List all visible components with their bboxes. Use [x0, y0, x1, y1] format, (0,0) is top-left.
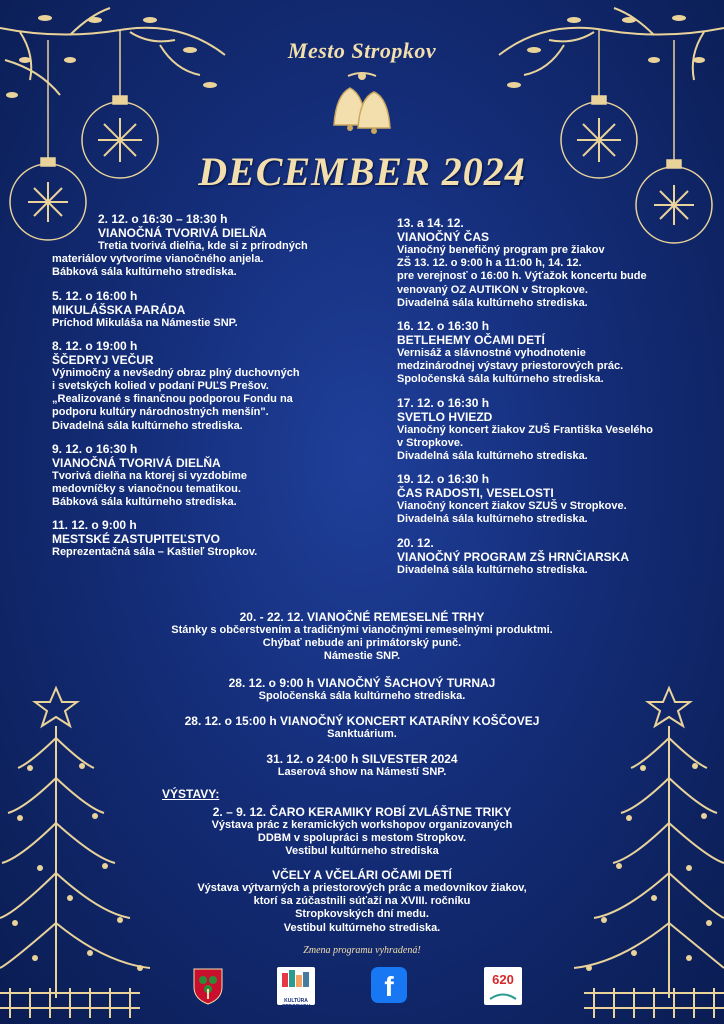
- event-line: Bábková sála kultúrneho strediska.: [52, 496, 237, 509]
- event-line: Tretia tvorivá dielňa, kde si z prírodných: [98, 240, 308, 252]
- right-events-column: [397, 216, 687, 586]
- event-item: [52, 212, 342, 280]
- event-date: 16. 12. o 16:30 h: [397, 319, 490, 334]
- facebook-icon[interactable]: f: [371, 967, 407, 1003]
- event-line: Laserová show na Námestí SNP.: [277, 766, 447, 778]
- event-line: Bábková sála kultúrneho strediska.: [52, 266, 237, 279]
- center-event: [150, 752, 574, 779]
- event-title: ŠČEDRYJ VEČUR: [52, 352, 154, 367]
- event-line: materiálov vytvoríme vianočného anjela.: [52, 253, 264, 266]
- culture-logo-text: KULTÚRA STROPKOV: [281, 998, 311, 1010]
- event-line: Vianočný koncert žiakov ZUŠ Františka Veselého: [397, 423, 653, 436]
- anniversary-swoosh-icon: [488, 992, 518, 1002]
- event-heading: 28. 12. o 15:00 h VIANOČNÝ KONCERT KATARÍNY KOŠČOVEJ: [184, 714, 540, 728]
- event-line: i svetských kolied v podaní PUĽS Prešov.: [52, 380, 269, 393]
- event-heading: 20. - 22. 12. VIANOČNÉ REMESELNÉ TRHY: [239, 610, 485, 624]
- event-title: ČAS RADOSTI, VESELOSTI: [397, 486, 554, 501]
- event-item: [397, 472, 687, 526]
- event-line: DDBM v spolupráci s mestom Stropkov.: [257, 832, 467, 845]
- anniversary-logo: [484, 967, 522, 1005]
- event-line: ktorí sa zúčastnili súťaží na XVIII. ročníku: [253, 895, 471, 908]
- event-date: 13. a 14. 12.: [397, 216, 464, 230]
- event-title: MESTSKÉ ZASTUPITEĽSTVO: [52, 532, 221, 547]
- program-change-note: Zmena programu vyhradená!: [303, 945, 421, 956]
- exhibition-item: [150, 868, 574, 935]
- event-line: Tvorivá dielňa na ktorej si vyzdobíme: [52, 469, 248, 482]
- event-date: 8. 12. o 19:00 h: [52, 338, 138, 353]
- coat-of-arms-icon: [192, 967, 224, 1005]
- event-line: Stánky s občerstvením a tradičnými vianočnými remeselnými produktmi.: [171, 624, 553, 636]
- event-line: Divadelná sála kultúrneho strediska.: [397, 563, 588, 576]
- city-title: Mesto Stropkov: [287, 38, 437, 63]
- event-item: [52, 339, 342, 433]
- event-heading: 28. 12. o 9:00 h VIANOČNÝ ŠACHOVÝ TURNAJ: [228, 676, 496, 690]
- left-events-column: [52, 212, 342, 569]
- event-item: [52, 289, 342, 330]
- event-title: VIANOČNÁ TVORIVÁ DIELŇA: [98, 226, 267, 240]
- event-title: MIKULÁŠSKA PARÁDA: [52, 302, 186, 317]
- culture-stropkov-logo: [277, 967, 315, 1010]
- event-title: BETLEHEMY OČAMI DETÍ: [397, 333, 545, 348]
- event-line: Výstava výtvarných a priestorových prác a medovníkov žiakov,: [197, 882, 527, 894]
- event-date: 20. 12.: [397, 535, 434, 550]
- event-title: VIANOČNÁ TVORIVÁ DIELŇA: [52, 455, 221, 470]
- event-title: VIANOČNÝ PROGRAM ZŠ HRNČIARSKA: [397, 549, 630, 564]
- event-line: podporu kultúry národnostných menšín".: [52, 406, 269, 419]
- event-line: Divadelná sála kultúrneho strediska.: [52, 419, 243, 432]
- event-line: Divadelná sála kultúrneho strediska.: [397, 513, 588, 526]
- event-line: „Realizované s finančnou podporou Fondu na: [52, 393, 293, 406]
- event-line: Spoločenská sála kultúrneho strediska.: [397, 373, 604, 386]
- event-item: [397, 319, 687, 387]
- event-line: pre verejnosť o 16:00 h. Výťažok koncertu bude: [397, 270, 647, 283]
- event-line: Vernisáž a slávnostné vyhodnotenie: [397, 347, 586, 360]
- event-line: Divadelná sála kultúrneho strediska.: [397, 450, 588, 463]
- event-item: [397, 396, 687, 464]
- center-event: [150, 610, 574, 664]
- event-title: VIANOČNÝ ČAS: [397, 230, 490, 244]
- event-heading: 2. – 9. 12. ČARO KERAMIKY ROBÍ ZVLÁŠTNE TRIKY: [212, 805, 512, 819]
- event-line: Námestie SNP.: [323, 650, 401, 663]
- event-date: 9. 12. o 16:30 h: [52, 441, 138, 456]
- christmas-tree-icon: [0, 668, 175, 1024]
- bells-icon: [328, 70, 396, 136]
- event-line: venovaný OZ AUTIKON v Stropkove.: [397, 283, 588, 296]
- event-item: [52, 442, 342, 510]
- event-line: Chýbať nebude ani primátorský punč.: [262, 637, 462, 650]
- event-date: 19. 12. o 16:30 h: [397, 472, 490, 487]
- event-date: 5. 12. o 16:00 h: [52, 288, 138, 303]
- event-line: Sanktuárium.: [327, 728, 397, 740]
- event-date: 17. 12. o 16:30 h: [397, 395, 490, 410]
- center-event: [150, 676, 574, 703]
- event-line: Vianočný benefičný program pre žiakov: [397, 244, 605, 256]
- event-line: ZŠ 13. 12. o 9:00 h a 11:00 h, 14. 12.: [397, 257, 582, 270]
- event-line: Vestibul kultúrneho strediska: [285, 845, 439, 858]
- exhibitions-label: VÝSTAVY:: [162, 787, 220, 801]
- event-item: [52, 518, 342, 559]
- culture-blocks-icon: [277, 967, 315, 993]
- event-line: Výstava prác z keramických workshopov organizovaných: [211, 819, 513, 831]
- event-date: 11. 12. o 9:00 h: [52, 518, 137, 533]
- event-heading: VČELY A VČELÁRI OČAMI DETÍ: [272, 868, 452, 882]
- event-line: Príchod Mikuláša na Námestie SNP.: [52, 316, 238, 329]
- event-line: Divadelná sála kultúrneho strediska.: [397, 296, 588, 309]
- event-item: [397, 536, 687, 577]
- event-line: Vianočný koncert žiakov SZUŠ v Stropkove.: [397, 500, 627, 513]
- event-title: SVETLO HVIEZD: [397, 409, 493, 424]
- event-line: Stropkovských dní medu.: [295, 908, 429, 921]
- event-line: Vestibul kultúrneho strediska.: [283, 921, 441, 934]
- anniversary-number: 620: [492, 972, 514, 987]
- event-line: Spoločenská sála kultúrneho strediska.: [258, 690, 466, 702]
- event-heading: 31. 12. o 24:00 h SILVESTER 2024: [266, 752, 458, 766]
- center-event: [150, 714, 574, 741]
- event-line: v Stropkove.: [397, 436, 464, 449]
- event-line: medzinárodnej výstavy priestorových prác.: [397, 360, 624, 373]
- event-line: Výnimočný a nevšedný obraz plný duchovných: [52, 366, 300, 379]
- event-line: Reprezentačná sála – Kaštieľ Stropkov.: [52, 546, 258, 559]
- event-line: medovníčky s vianočnou tematikou.: [52, 483, 241, 496]
- month-title: DECEMBER 2024: [198, 149, 526, 194]
- exhibition-item: [150, 805, 574, 859]
- christmas-tree-icon: [549, 668, 724, 1024]
- event-item: [397, 216, 687, 310]
- event-date: 2. 12. o 16:30 – 18:30 h: [98, 212, 228, 226]
